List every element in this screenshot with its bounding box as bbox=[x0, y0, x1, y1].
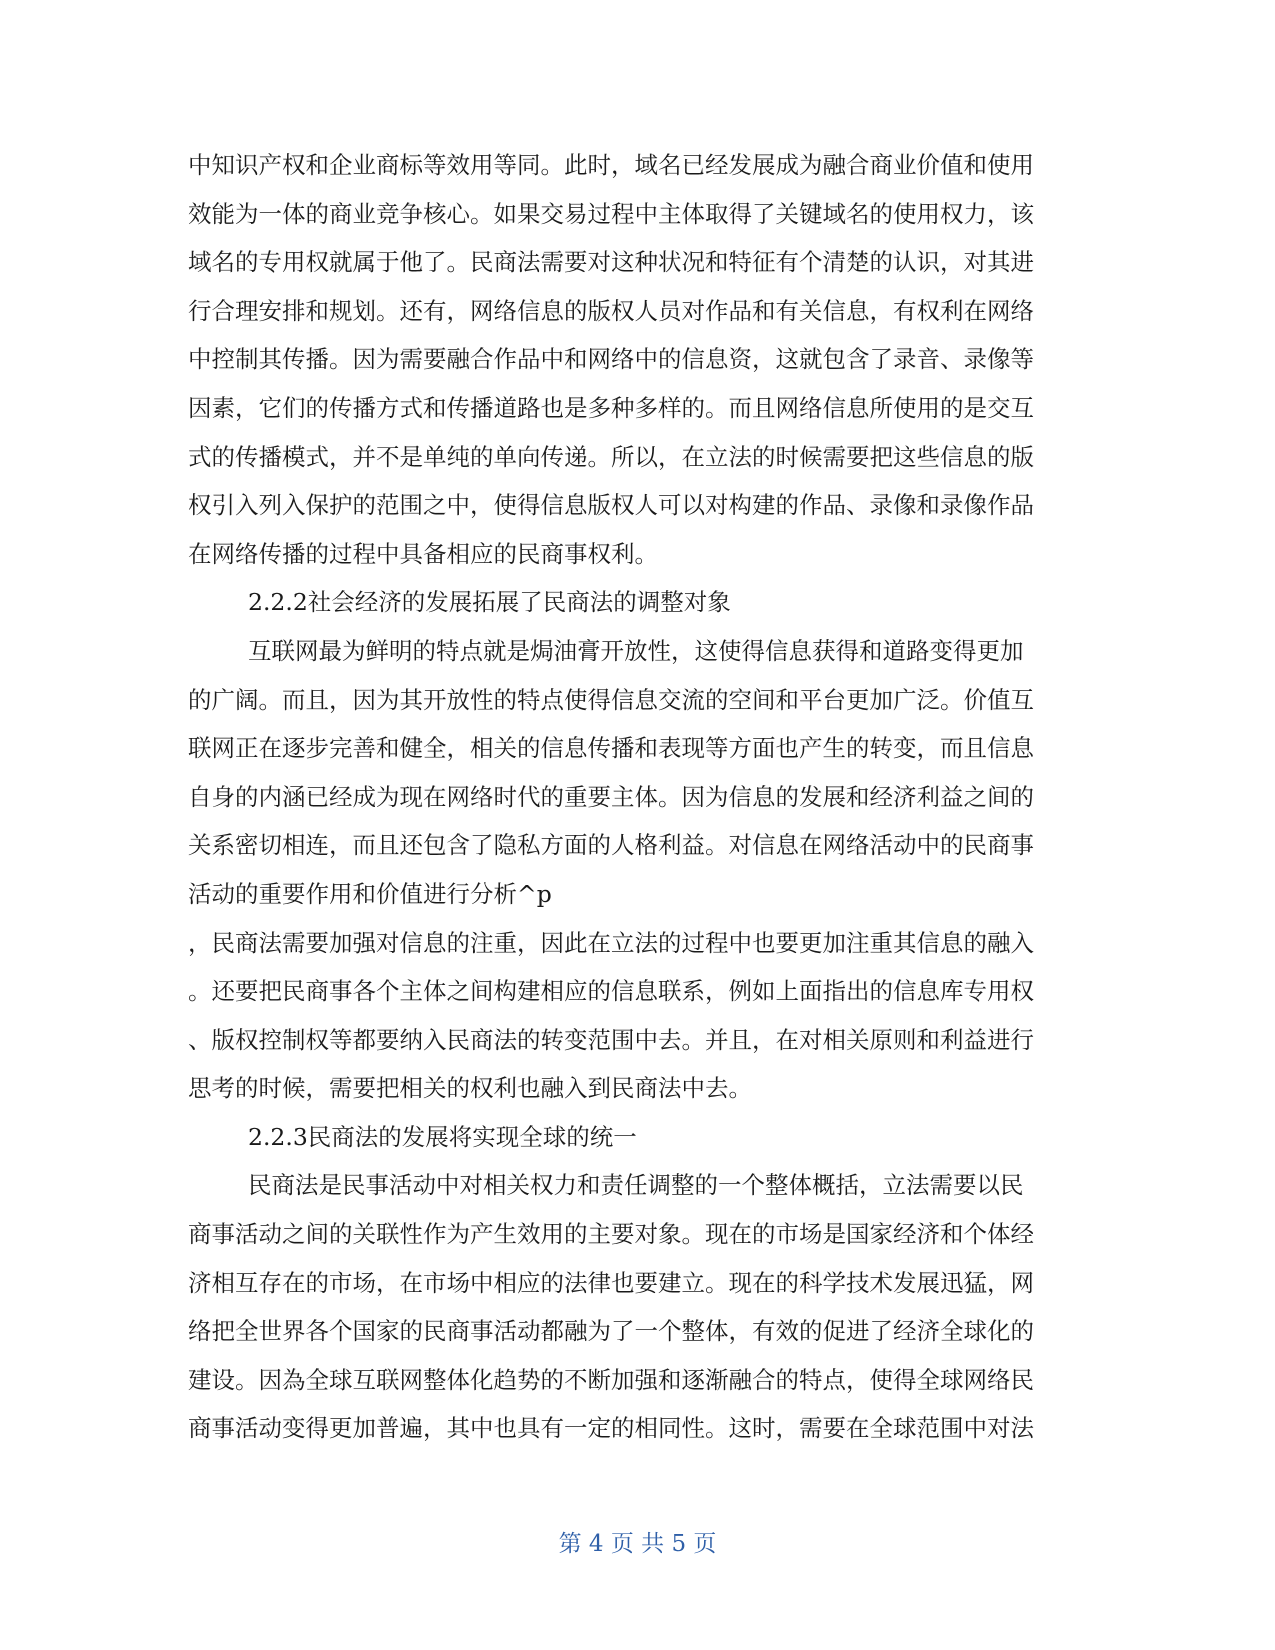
text-line: 民商法是民事活动中对相关权力和责任调整的一个整体概括，立法需要以民 bbox=[248, 1171, 1024, 1200]
text-line: 、版权控制权等都要纳入民商法的转变范围中去。并且，在对相关原则和利益进行 bbox=[188, 1025, 1034, 1054]
text-line: 因素，它们的传播方式和传播道路也是多种多样的。而且网络信息所使用的是交互 bbox=[188, 393, 1034, 422]
section-heading-2-2-2: 2.2.2社会经济的发展拓展了民商法的调整对象 bbox=[248, 588, 731, 617]
text-line: 商事活动之间的关联性作为产生效用的主要对象。现在的市场是国家经济和个体经 bbox=[188, 1220, 1034, 1249]
text-line: 。还要把民商事各个主体之间构建相应的信息联系，例如上面指出的信息库专用权 bbox=[188, 977, 1034, 1006]
text-line: 的广阔。而且，因为其开放性的特点使得信息交流的空间和平台更加广泛。价值互 bbox=[188, 685, 1034, 714]
page-number-footer: 第 4 页 共 5 页 bbox=[558, 1531, 717, 1557]
text-line: 权引入列入保护的范围之中，使得信息版权人可以对构建的作品、录像和录像作品 bbox=[188, 491, 1034, 520]
text-line: 关系密切相连，而且还包含了隐私方面的人格利益。对信息在网络活动中的民商事 bbox=[188, 831, 1034, 860]
text-line: 式的传播模式，并不是单纯的单向传递。所以，在立法的时候需要把这些信息的版 bbox=[188, 442, 1034, 471]
paragraph-domain-copyright bbox=[188, 141, 1088, 578]
text-line: 域名的专用权就属于他了。民商法需要对这种状况和特征有个清楚的认识，对其进 bbox=[188, 248, 1034, 277]
text-line: 互联网最为鲜明的特点就是焗油膏开放性，这使得信息获得和道路变得更加 bbox=[248, 636, 1024, 665]
text-line: ，民商法需要加强对信息的注重，因此在立法的过程中也要更加注重其信息的融入 bbox=[188, 928, 1034, 957]
text-line: 自身的内涵已经成为现在网络时代的重要主体。因为信息的发展和经济利益之间的 bbox=[188, 782, 1034, 811]
text-line: 商事活动变得更加普遍，其中也具有一定的相同性。这时，需要在全球范围中对法 bbox=[188, 1414, 1034, 1443]
text-line: 思考的时候，需要把相关的权利也融入到民商法中去。 bbox=[188, 1074, 752, 1103]
text-line: 行合理安排和规划。还有，网络信息的版权人员对作品和有关信息，有权利在网络 bbox=[188, 296, 1034, 325]
paragraph-global-unification bbox=[188, 1161, 1088, 1453]
text-line: 济相互存在的市场，在市场中相应的法律也要建立。现在的科学技术发展迅猛，网 bbox=[188, 1268, 1034, 1297]
paragraph-information-openness bbox=[188, 627, 1088, 1113]
text-line: 效能为一体的商业竞争核心。如果交易过程中主体取得了关键域名的使用权力，该 bbox=[188, 199, 1034, 228]
text-line: 络把全世界各个国家的民商事活动都融为了一个整体，有效的促进了经济全球化的 bbox=[188, 1317, 1034, 1346]
section-heading-2-2-3: 2.2.3民商法的发展将实现全球的统一 bbox=[248, 1122, 637, 1151]
text-line: 中控制其传播。因为需要融合作品中和网络中的信息资，这就包含了录音、录像等 bbox=[188, 345, 1034, 374]
text-line: 在网络传播的过程中具备相应的民商事权利。 bbox=[188, 539, 658, 568]
text-line: 活动的重要作用和价值进行分析^p bbox=[188, 879, 552, 908]
text-line: 联网正在逐步完善和健全，相关的信息传播和表现等方面也产生的转变，而且信息 bbox=[188, 734, 1034, 763]
text-line: 中知识产权和企业商标等效用等同。此时，域名已经发展成为融合商业价值和使用 bbox=[188, 151, 1034, 179]
document-body bbox=[188, 141, 1088, 1453]
text-line: 建设。因為全球互联网整体化趋势的不断加强和逐渐融合的特点，使得全球网络民 bbox=[188, 1365, 1034, 1394]
